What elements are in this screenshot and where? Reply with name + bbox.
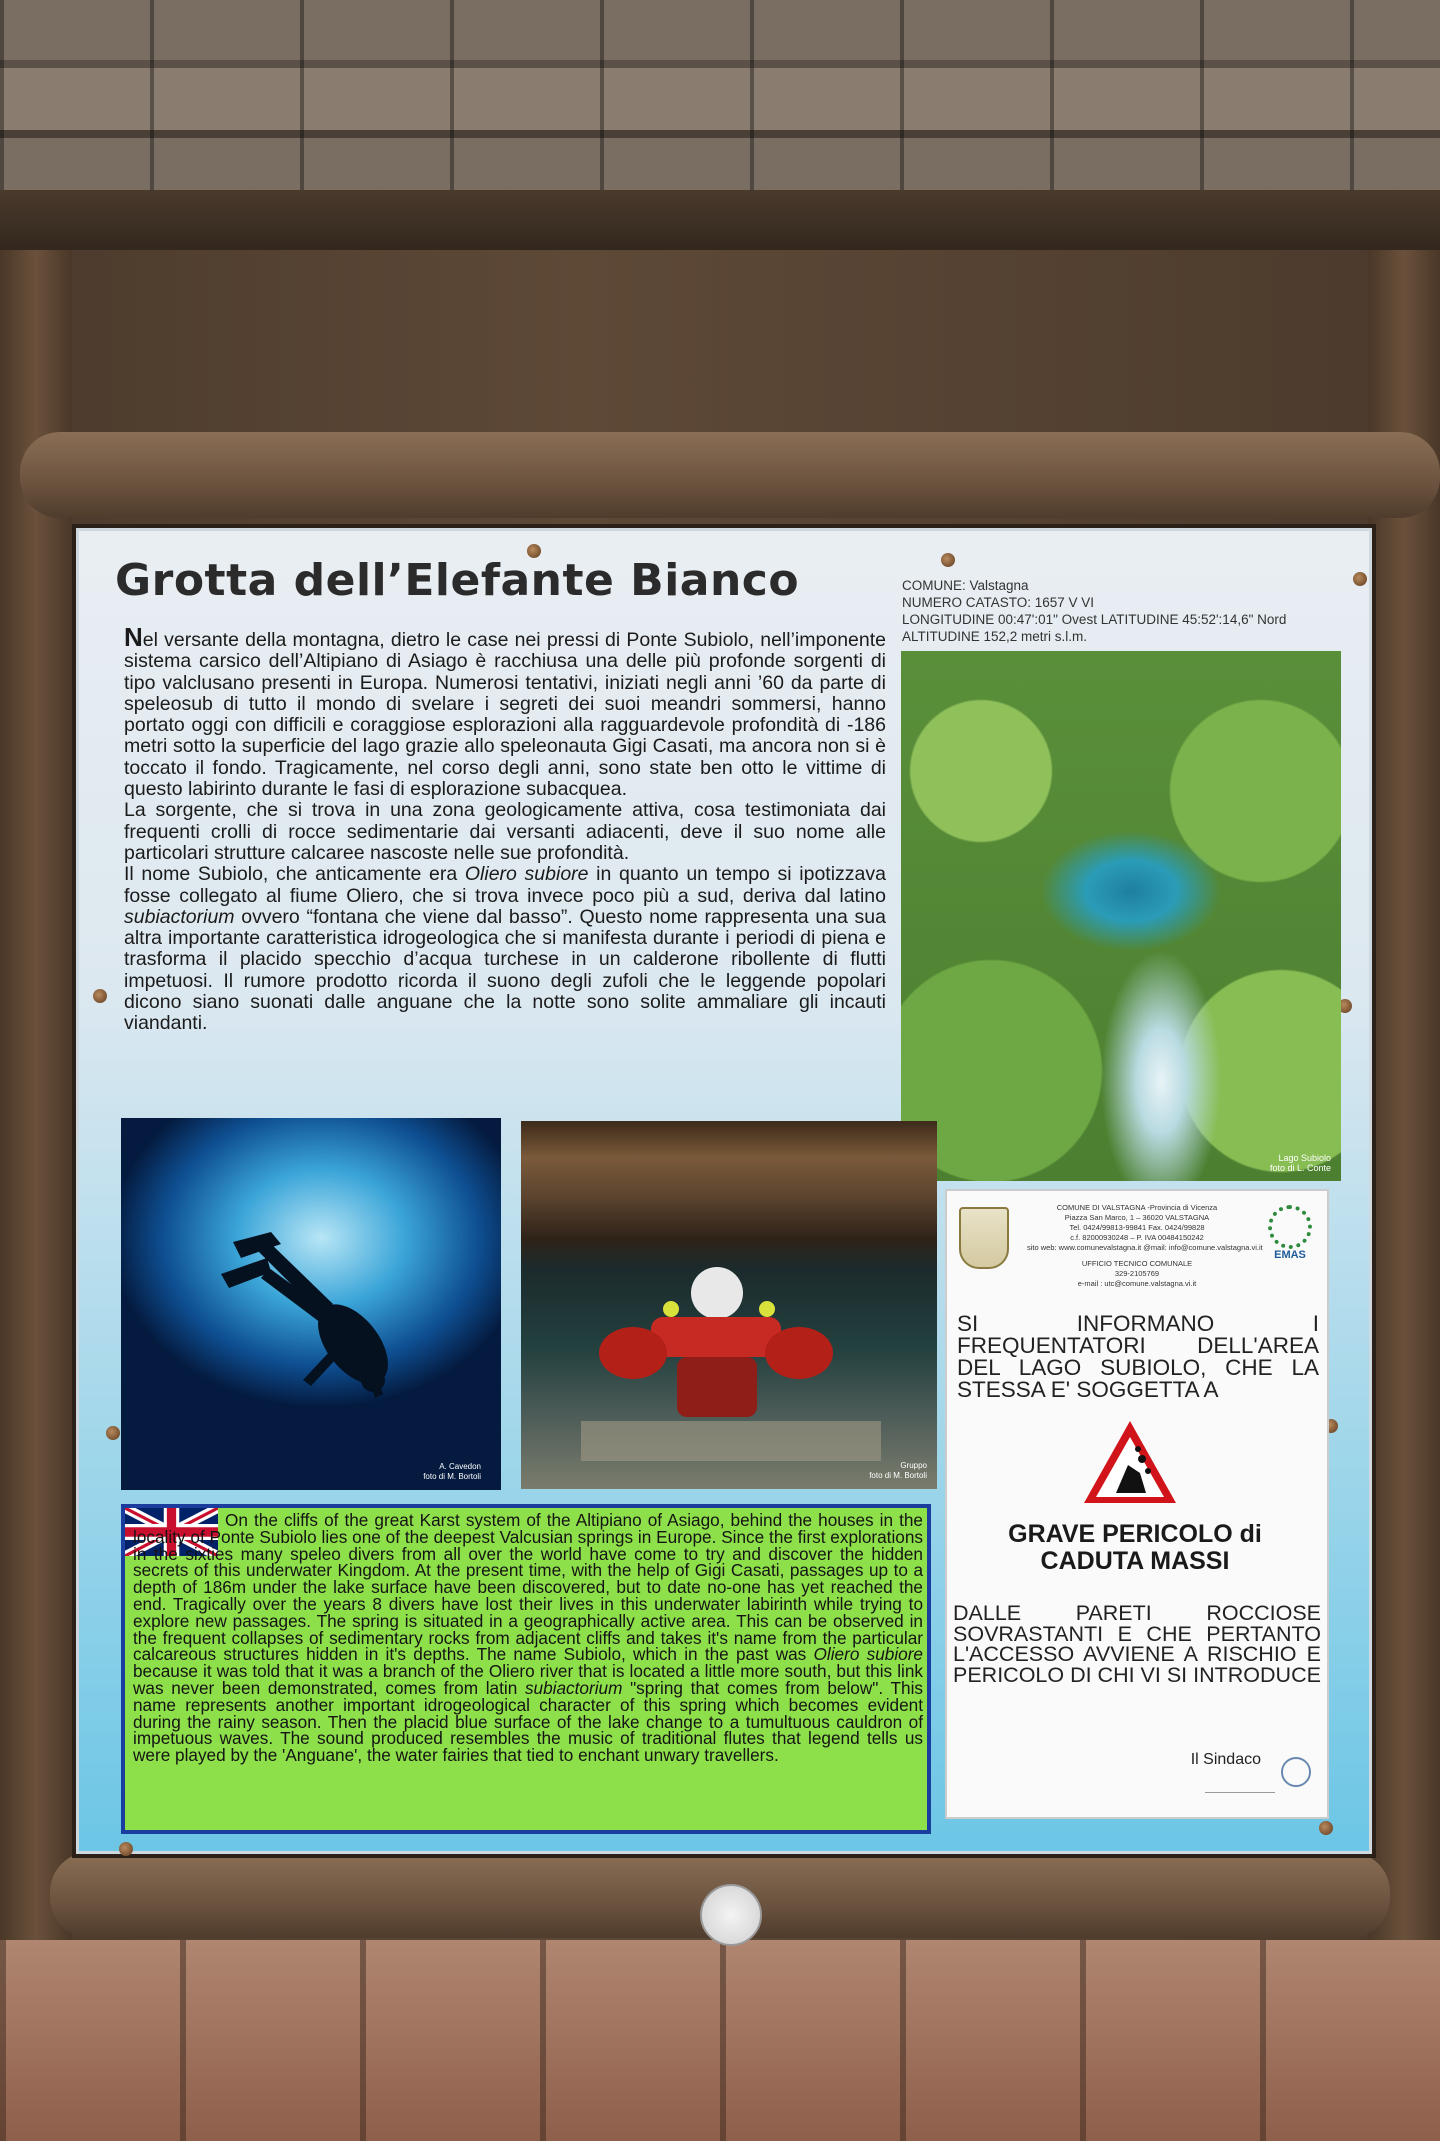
sign-title: Grotta dell’Elefante Bianco [115, 555, 800, 606]
cave-diver-figure [521, 1121, 937, 1489]
diver-silhouette [121, 1118, 501, 1490]
information-sign [76, 528, 1372, 1854]
english-paragraph: On the cliffs of the great Karst system of the Altipiano of Asiago, behind the houses in the locality of Ponte Subiolo lies one of the deepest Valcusian springs in Europe. Since the first explorations in the sixties many speleo divers from all over the world have come to try and discover the hidden secrets of this underwater Kingdom. At the present time, with the help of Gigi Casati, passages up to a depth of 186m under the lake surface have been discovered, but to date no-one has yet reached the end. Tragically over the years 8 divers have lost their lives in this underwater labirinth while trying to explore new passages. [133, 1510, 923, 1631]
notice-header: COMUNE DI VALSTAGNA -Provincia di Vicenza Piazza San Marco, 1 – 36020 VALSTAGNA Tel. 0424/99813-99841 Fax. 0424/99828 c.f. 82000930248 – P. IVA 00484150242 sito web: www.comunevalstagna.it @mail: info@comune.valstagna.vi.it UFFICIO TECNICO COMUNALE 329-2105769 e-mail : utc@comune.valstagna.vi.it [1027, 1203, 1263, 1288]
english-paragraph: The spring is situated in a geographically active area. This can be observed in the frequent collapses of sedimentary rocks from adjacent cliffs and takes it's name from the particular calcareous structures hidden in it's depths. The name Subiolo, which in the past was Oliero subiore because it was told that it was a branch of the Oliero river that is located a little more south, but this link was never been demonstrated, comes from latin subiactorium "spring that comes from below". This name represents another important idrogeological character of this spring which becomes evident during the rainy season. Then the placid blue surface of the lake change to a tumultuous cauldron of impetuous waves. The sound produced resembles the music of traditional flutes that legend tells us were played by the 'Anguane', the water fairies that tied to enchant unwary travellers. [133, 1610, 923, 1766]
screw [93, 989, 107, 1003]
stamp-seal [1281, 1757, 1311, 1787]
photo-credit: A. Cavedon foto di M. Bortoli [423, 1462, 481, 1481]
screw [1353, 572, 1367, 586]
cadastre-line: LONGITUDINE 00:47':01" Ovest LATITUDINE 45:52':14,6" Nord [902, 612, 1287, 627]
cave-lake-photo [521, 1121, 937, 1489]
mayor-signature-label: Il Sindaco [1190, 1751, 1261, 1768]
screw [106, 1426, 120, 1440]
emas-logo-icon: EMAS [1267, 1205, 1313, 1277]
left-post [0, 250, 72, 2141]
italian-description [124, 622, 886, 1035]
italian-paragraph: el versante della montagna, dietro le case nei pressi di Ponte Subiolo, nell’imponente sistema carsico dell’Altipiano di Asiago è racchiusa una delle più profonde sorgenti di tipo valclusano presenti in Europa. Numerosi tentativi, iniziati negli anni ’60 da parte di speleosub di tutto il mondo di svelare i segreti dei suoi meandri sommersi, hanno portato oggi con difficili e coraggiose esplorazioni alla ragguardevole profondità di -186 metri sotto la superficie del lago grazie allo speleonauta Gigi Casati, ma ancora non si è toccato il fondo. Tragicamente, nel corso degli anni, sono state ben otto le vittime di questo labirinto durante le fasi di esplorazione subacquea. [124, 629, 886, 801]
notice-body: DALLE PARETI ROCCIOSE SOVRASTANTI E CHE PERTANTO L'ACCESSO AVVIENE A RISCHIO E PERICOLO DI CHI VI SI INTRODUCE [953, 1601, 1321, 1687]
cadastre-line: NUMERO CATASTO: 1657 V VI [902, 595, 1095, 610]
right-post [1368, 250, 1440, 2141]
photo-credit: Gruppo foto di M. Bortoli [869, 1461, 927, 1480]
photo-credit: Lago Subiolo foto di L. Conte [1269, 1153, 1331, 1173]
wooden-roof [0, 0, 1440, 210]
municipal-crest-icon [959, 1207, 1009, 1269]
falling-rocks-warning-icon [1080, 1417, 1180, 1507]
handwritten-signature [1205, 1776, 1275, 1793]
sticker [700, 1884, 762, 1946]
diver-photo [121, 1118, 501, 1490]
cadastre-line: ALTITUDINE 152,2 metri s.l.m. [902, 629, 1088, 644]
stone-wall [0, 1940, 1440, 2141]
english-description [121, 1504, 931, 1834]
top-beam [20, 432, 1440, 518]
screw [941, 553, 955, 567]
screw [119, 1842, 133, 1856]
italian-paragraph: La sorgente, che si trova in una zona geologicamente attiva, cosa testimoniata dai frequenti crolli di rocce sedimentarie dai versanti adiacenti, deve il suo nome alle particolari strutture calcaree nascoste nelle sue profondità. [124, 799, 886, 864]
cadastre-info [902, 577, 1332, 645]
danger-headline: GRAVE PERICOLO di CADUTA MASSI [1008, 1520, 1262, 1575]
italian-paragraph: Il nome Subiolo, che anticamente era Oliero subiore in quanto un tempo si ipotizzava fosse collegato al fiume Oliero, che si trova invece poco più a sud, deriva dal latino subiactorium ovvero “fontana che viene dal basso”. Questo nome rappresenta una sua altra importante caratteristica idrogeologica che si manifesta durante i periodi di piena e trasforma il placido specchio d’acqua turchese in un calderone ribollente di flutti impetuosi. Il rumore prodotto ricorda il suono degli zufoli che le leggende popolari dicono siano suonati dalle anguane che la notte sono solite ammaliare gli incauti viandanti. [124, 863, 886, 1035]
municipal-notice [945, 1189, 1329, 1819]
lake-photo [901, 651, 1341, 1181]
cadastre-line: COMUNE: Valstagna [902, 578, 1029, 593]
drop-cap: N [124, 622, 143, 652]
notice-intro: SI INFORMANO I FREQUENTATORI DELL'AREA DEL LAGO SUBIOLO, CHE LA STESSA E' SOGGETTA A [957, 1311, 1319, 1402]
screw [1319, 1821, 1333, 1835]
